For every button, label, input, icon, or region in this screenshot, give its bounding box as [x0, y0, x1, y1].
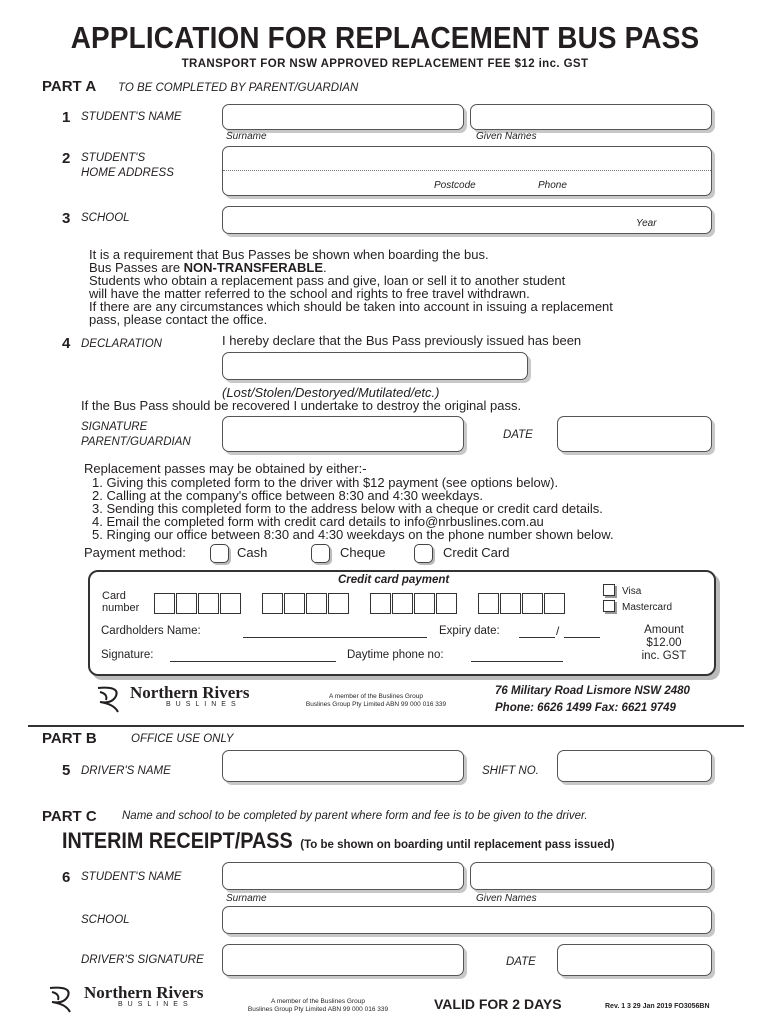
- cash-label: Cash: [237, 545, 268, 560]
- notice-line-1: It is a requirement that Bus Passes be shown when boarding the bus.: [89, 247, 489, 262]
- interim-date-field[interactable]: [557, 944, 712, 976]
- card-digit-box[interactable]: [414, 593, 435, 614]
- interim-surname-field[interactable]: [222, 862, 464, 890]
- visa-label: Visa: [622, 586, 642, 597]
- declaration-options: (Lost/Stolen/Destoryed/Mutilated/etc.): [222, 385, 440, 400]
- interim-school-label: SCHOOL: [81, 914, 130, 926]
- amount-label: Amount: [644, 624, 684, 636]
- member-line-1: A member of the Buslines Group: [329, 693, 423, 700]
- part-b-label: PART B: [42, 730, 97, 747]
- drivers-signature-label: DRIVER'S SIGNATURE: [81, 954, 204, 966]
- card-digit-box[interactable]: [392, 593, 413, 614]
- declaration-field[interactable]: [222, 352, 528, 380]
- interim-heading-note: (To be shown on boarding until replacement pass issued): [300, 839, 615, 851]
- credit-card-label: Credit Card: [443, 545, 510, 560]
- card-digit-box[interactable]: [478, 593, 499, 614]
- replacement-item: 4. Email the completed form with credit card details to info@nrbuslines.com.au: [92, 514, 544, 529]
- card-digit-box[interactable]: [284, 593, 305, 614]
- company-name-footer: Northern Rivers: [84, 983, 204, 1002]
- part-a-label: PART A: [42, 78, 97, 95]
- q3-label: SCHOOL: [81, 212, 130, 224]
- signature-label-2: PARENT/GUARDIAN: [81, 436, 191, 448]
- card-digit-box[interactable]: [436, 593, 457, 614]
- card-label-1: Card: [102, 590, 126, 602]
- member-line-1: A member of the Buslines Group: [271, 998, 365, 1005]
- interim-heading: INTERIM RECEIPT/PASS: [62, 828, 293, 853]
- notice-line-2-text: Bus Passes are: [89, 260, 184, 275]
- q4-number: 4: [62, 335, 71, 352]
- cc-signature-line[interactable]: [170, 661, 336, 662]
- card-digit-box[interactable]: [176, 593, 197, 614]
- company-sub: BUSLINES: [166, 701, 241, 708]
- company-sub-footer: BUSLINES: [118, 1001, 193, 1008]
- amount-gst: inc. GST: [641, 650, 687, 662]
- interim-heading-block: [62, 828, 614, 854]
- card-digit-box[interactable]: [198, 593, 219, 614]
- surname-field[interactable]: [222, 104, 464, 130]
- phone-caption: Phone: [538, 180, 567, 191]
- expiry-separator: /: [556, 624, 560, 638]
- q6-number: 6: [62, 869, 71, 886]
- amount-value: $12.00: [646, 637, 682, 649]
- cash-checkbox[interactable]: [210, 544, 229, 563]
- q3-number: 3: [62, 210, 71, 227]
- notice-line-4: will have the matter referred to the school and rights to free travel withdrawn.: [89, 286, 530, 301]
- member-line-2: Buslines Group Pty Limited ABN 99 000 016 339: [247, 1006, 389, 1013]
- replacement-item: 2. Calling at the company's office between 8:30 and 4:30 weekdays.: [92, 488, 484, 503]
- q5-number: 5: [62, 762, 71, 779]
- date-field[interactable]: [557, 416, 712, 452]
- visa-checkbox[interactable]: [603, 584, 615, 596]
- non-transferable-text: NON-TRANSFERABLE: [183, 260, 324, 275]
- logo-swirl-icon: [94, 684, 134, 714]
- card-digit-box[interactable]: [370, 593, 391, 614]
- card-digit-box[interactable]: [328, 593, 349, 614]
- card-digit-box[interactable]: [522, 593, 543, 614]
- expiry-label: Expiry date:: [439, 625, 500, 637]
- amount-block: [624, 624, 704, 663]
- q1-number: 1: [62, 109, 71, 126]
- signature-label-1: SIGNATURE: [81, 421, 148, 433]
- daytime-phone-line[interactable]: [471, 661, 563, 662]
- part-c-note: Name and school to be completed by parent where form and fee is to be given to the driver.: [122, 810, 588, 822]
- notice-line-3: Students who obtain a replacement pass and give, loan or sell it to another student: [89, 273, 566, 288]
- company-name: Northern Rivers: [130, 683, 250, 702]
- company-contact: Phone: 6626 1499 Fax: 6621 9749: [495, 702, 676, 714]
- replacement-item: 5. Ringing our office between 8:30 and 4:30 weekdays on the phone number shown below.: [92, 527, 614, 542]
- form-subtitle: TRANSPORT FOR NSW APPROVED REPLACEMENT FEE $12 inc. GST: [181, 58, 589, 70]
- card-digit-box[interactable]: [154, 593, 175, 614]
- card-digit-box[interactable]: [306, 593, 327, 614]
- replacement-intro: Replacement passes may be obtained by either:-: [84, 461, 367, 476]
- interim-given-names-field[interactable]: [470, 862, 712, 890]
- payment-method-label: Payment method:: [84, 545, 186, 560]
- company-address: 76 Military Road Lismore NSW 2480: [495, 685, 690, 697]
- q2-number: 2: [62, 150, 71, 167]
- q5-label: DRIVER'S NAME: [81, 765, 171, 777]
- section-divider: [28, 725, 744, 727]
- cardholder-label: Cardholders Name:: [101, 625, 201, 637]
- q4-label: DECLARATION: [81, 338, 162, 350]
- member-text-footer: [230, 998, 406, 1014]
- notice-line-2-end: .: [323, 260, 327, 275]
- drivers-name-field[interactable]: [222, 750, 464, 782]
- part-a-note: TO BE COMPLETED BY PARENT/GUARDIAN: [118, 82, 359, 94]
- year-caption: Year: [636, 218, 657, 229]
- cheque-checkbox[interactable]: [311, 544, 330, 563]
- form-title: APPLICATION FOR REPLACEMENT BUS PASS: [70, 20, 700, 55]
- interim-surname-caption: Surname: [226, 893, 267, 904]
- card-digit-box[interactable]: [262, 593, 283, 614]
- part-b-note: OFFICE USE ONLY: [131, 733, 234, 745]
- card-digit-box[interactable]: [220, 593, 241, 614]
- valid-text: VALID FOR 2 DAYS: [434, 996, 562, 1012]
- q2-label-2: HOME ADDRESS: [81, 167, 174, 179]
- credit-card-checkbox[interactable]: [414, 544, 433, 563]
- card-digit-box[interactable]: [500, 593, 521, 614]
- postcode-caption: Postcode: [434, 180, 476, 191]
- cc-signature-label: Signature:: [101, 649, 154, 661]
- q6-label: STUDENT'S NAME: [81, 871, 182, 883]
- replacement-item: 3. Sending this completed form to the address below with a cheque or credit card details.: [92, 501, 603, 516]
- interim-given-caption: Given Names: [476, 893, 537, 904]
- drivers-signature-field[interactable]: [222, 944, 464, 976]
- expiry-year-line[interactable]: [564, 637, 600, 638]
- date-label: DATE: [503, 429, 533, 441]
- given-names-caption: Given Names: [476, 131, 537, 142]
- q1-label: STUDENT'S NAME: [81, 111, 182, 123]
- member-line-2: Buslines Group Pty Limited ABN 99 000 016 339: [305, 701, 447, 708]
- mastercard-label: Mastercard: [622, 602, 673, 613]
- q2-label-1: STUDENT'S: [81, 152, 146, 164]
- replacement-item: 1. Giving this completed form to the driver with $12 payment (see options below).: [92, 475, 559, 490]
- expiry-month-line[interactable]: [519, 637, 555, 638]
- shift-no-label: SHIFT NO.: [482, 765, 539, 777]
- signature-field[interactable]: [222, 416, 464, 452]
- interim-school-field[interactable]: [222, 906, 712, 934]
- recover-text: If the Bus Pass should be recovered I undertake to destroy the original pass.: [81, 398, 522, 413]
- revision-text: Rev. 1 3 29 Jan 2019 FO3056BN: [605, 1003, 710, 1010]
- logo-swirl-icon: [46, 984, 86, 1014]
- cardholder-line[interactable]: [243, 637, 427, 638]
- interim-date-label: DATE: [506, 956, 536, 968]
- address-divider: [223, 170, 711, 171]
- shift-no-field[interactable]: [557, 750, 712, 782]
- credit-card-title: Credit card payment: [338, 574, 450, 586]
- daytime-phone-label: Daytime phone no:: [347, 649, 444, 661]
- surname-caption: Surname: [226, 131, 267, 142]
- declaration-text: I hereby declare that the Bus Pass previously issued has been: [222, 333, 582, 348]
- mastercard-checkbox[interactable]: [603, 600, 615, 612]
- member-text: [288, 693, 464, 709]
- notice-line-5: If there are any circumstances which should be taken into account in issuing a replacement: [89, 299, 613, 314]
- given-names-field[interactable]: [470, 104, 712, 130]
- part-c-label: PART C: [42, 808, 97, 825]
- card-label-2: number: [102, 602, 140, 614]
- cheque-label: Cheque: [340, 545, 386, 560]
- card-digit-box[interactable]: [544, 593, 565, 614]
- notice-line-6: pass, please contact the office.: [89, 312, 268, 327]
